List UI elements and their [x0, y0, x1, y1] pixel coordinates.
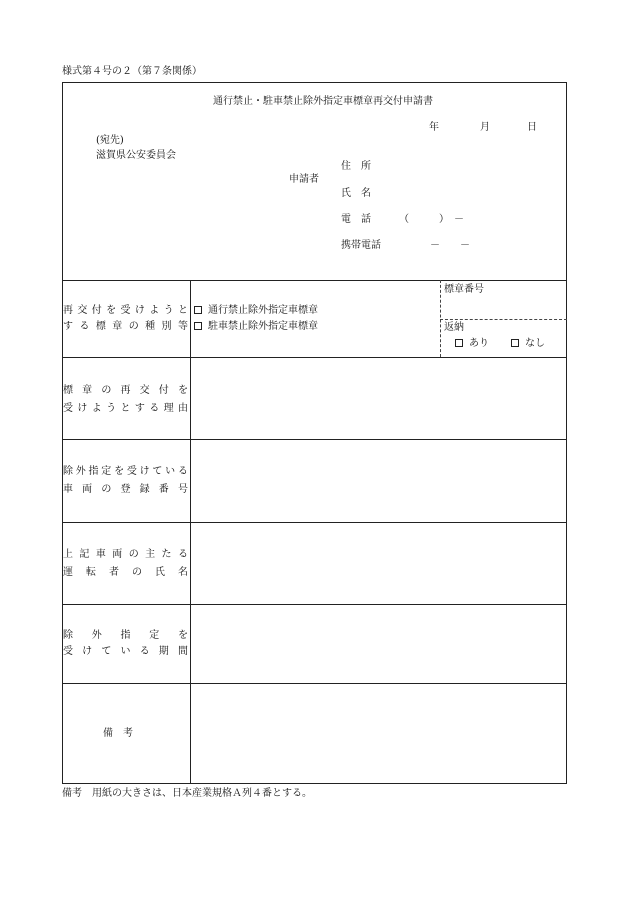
- vehicle-label-line1: 除 外 指 定 を 受 け て い る: [63, 466, 188, 477]
- form-title: 通行禁止・駐車禁止除外指定車標章再交付申請書: [213, 96, 433, 107]
- return-no-label: なし: [525, 338, 545, 349]
- row-divider: [62, 683, 567, 684]
- row-divider: [62, 280, 567, 281]
- option-traffic-badge[interactable]: [194, 306, 318, 316]
- remarks-label: 備 考: [103, 728, 133, 739]
- return-yes[interactable]: [455, 339, 489, 349]
- option-parking-badge-label: 駐車禁止除外指定車標章: [208, 321, 318, 332]
- badge-number-label: 標章番号: [444, 284, 484, 295]
- applicant-address-label: 住 所: [341, 161, 371, 172]
- applicant-name-label: 氏 名: [341, 188, 371, 199]
- row-divider: [62, 357, 567, 358]
- driver-label-line2: 運 転 者 の 氏 名: [63, 567, 188, 578]
- option-parking-badge[interactable]: [194, 322, 318, 332]
- badge-info-separator: [440, 319, 567, 320]
- date-day: 日: [527, 122, 537, 133]
- applicant-mobile-label: 携帯電話: [341, 240, 381, 251]
- row-divider: [62, 439, 567, 440]
- applicant-phone-label: 電 話: [341, 214, 371, 225]
- form-number: 様式第４号の２（第７条関係）: [62, 66, 202, 77]
- badge-type-label-line2: す る 標 章 の 種 別 等: [63, 321, 188, 332]
- period-label-line2: 受 け て い る 期 間: [63, 646, 188, 657]
- applicant-phone-format: （ ） －: [399, 214, 464, 225]
- reason-label-line1: 標 章 の 再 交 付 を: [63, 385, 188, 396]
- badge-type-label-line1: 再 交 付 を 受 け よ う と: [63, 305, 188, 316]
- return-yes-label: あり: [469, 338, 489, 349]
- row-divider: [62, 604, 567, 605]
- addressee-name: 滋賀県公安委員会: [96, 150, 176, 161]
- option-traffic-badge-label: 通行禁止除外指定車標章: [208, 305, 318, 316]
- checkbox-icon[interactable]: [194, 322, 202, 330]
- date-year: 年: [429, 122, 439, 133]
- driver-label-line1: 上 記 車 両 の 主 た る: [63, 549, 188, 560]
- period-label-line1: 除 外 指 定 を: [63, 630, 188, 641]
- return-label: 返納: [444, 322, 464, 333]
- column-divider: [190, 280, 191, 784]
- applicant-label: 申請者: [289, 174, 319, 185]
- row-divider: [62, 522, 567, 523]
- date-month: 月: [480, 122, 490, 133]
- vehicle-label-line2: 車 両 の 登 録 番 号: [63, 484, 188, 495]
- checkbox-icon[interactable]: [194, 306, 202, 314]
- checkbox-icon[interactable]: [511, 339, 519, 347]
- application-form: [62, 82, 567, 784]
- reason-label-line2: 受 け よ う と す る 理 由: [63, 403, 188, 414]
- checkbox-icon[interactable]: [455, 339, 463, 347]
- addressee-label: (宛先): [96, 135, 124, 146]
- applicant-mobile-format: － －: [430, 240, 470, 251]
- footnote: 備考 用紙の大きさは、日本産業規格Ａ列４番とする。: [62, 788, 312, 799]
- return-no[interactable]: [511, 339, 545, 349]
